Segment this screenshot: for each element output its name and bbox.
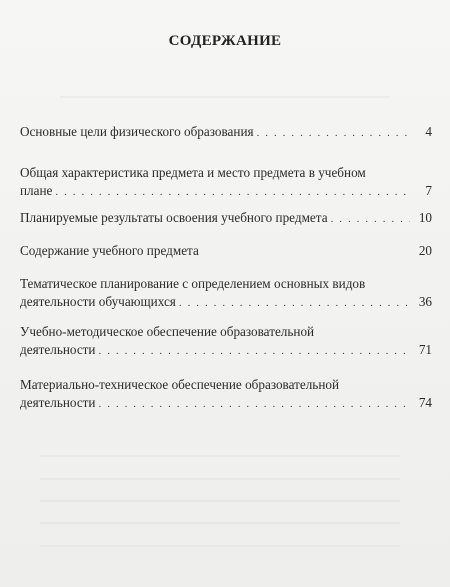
leader-dots (99, 395, 411, 413)
toc-entry-title: Тематическое планирование с определением основных видов (20, 276, 366, 291)
toc-entry-1[interactable] (20, 123, 432, 142)
toc-entry-3[interactable] (20, 209, 432, 228)
bleed-through (40, 478, 400, 480)
leader-dots (257, 124, 410, 142)
toc-entry-4[interactable] (20, 242, 432, 261)
toc-page-number: 74 (418, 395, 432, 410)
toc-entry-title: Общая характеристика предмета и место предмета в учебном (20, 165, 366, 180)
leader-dots (99, 342, 411, 360)
toc-entry-title: Материально-техническое обеспечение образовательной (20, 377, 340, 392)
toc-page-number: 7 (425, 183, 432, 198)
toc-entry-2[interactable] (20, 164, 432, 201)
leader-dots (55, 183, 410, 201)
leader-dots (331, 210, 410, 228)
toc-entry-title-cont: деятельности (20, 342, 96, 357)
toc-entry-title-cont: плане (20, 183, 53, 198)
bleed-through (40, 500, 400, 502)
bleed-through (60, 96, 390, 98)
toc-page-number: 4 (425, 124, 432, 139)
toc-entry-title-cont: деятельности (20, 395, 96, 410)
toc-page-number: 20 (418, 243, 432, 258)
toc-page-number: 71 (418, 342, 432, 357)
toc-entry-title: Планируемые результаты освоения учебного предмета (20, 210, 328, 225)
toc-entry-5[interactable] (20, 275, 432, 312)
toc-page-number: 10 (418, 210, 432, 225)
toc-page-number: 36 (418, 294, 432, 309)
leader-dots (179, 294, 410, 312)
toc-entry-title: Содержание учебного предмета (20, 243, 199, 258)
bleed-through (40, 455, 400, 457)
toc-entry-title: Основные цели физического образования (20, 124, 254, 139)
page-title: СОДЕРЖАНИЕ (168, 33, 282, 49)
toc-entry-title: Учебно-методическое обеспечение образовательной (20, 324, 315, 339)
toc-entry-7[interactable] (20, 376, 432, 413)
toc-entry-6[interactable] (20, 323, 432, 360)
bleed-through (40, 522, 400, 524)
toc-entry-title-cont: деятельности обучающихся (20, 294, 176, 309)
bleed-through (40, 545, 400, 547)
